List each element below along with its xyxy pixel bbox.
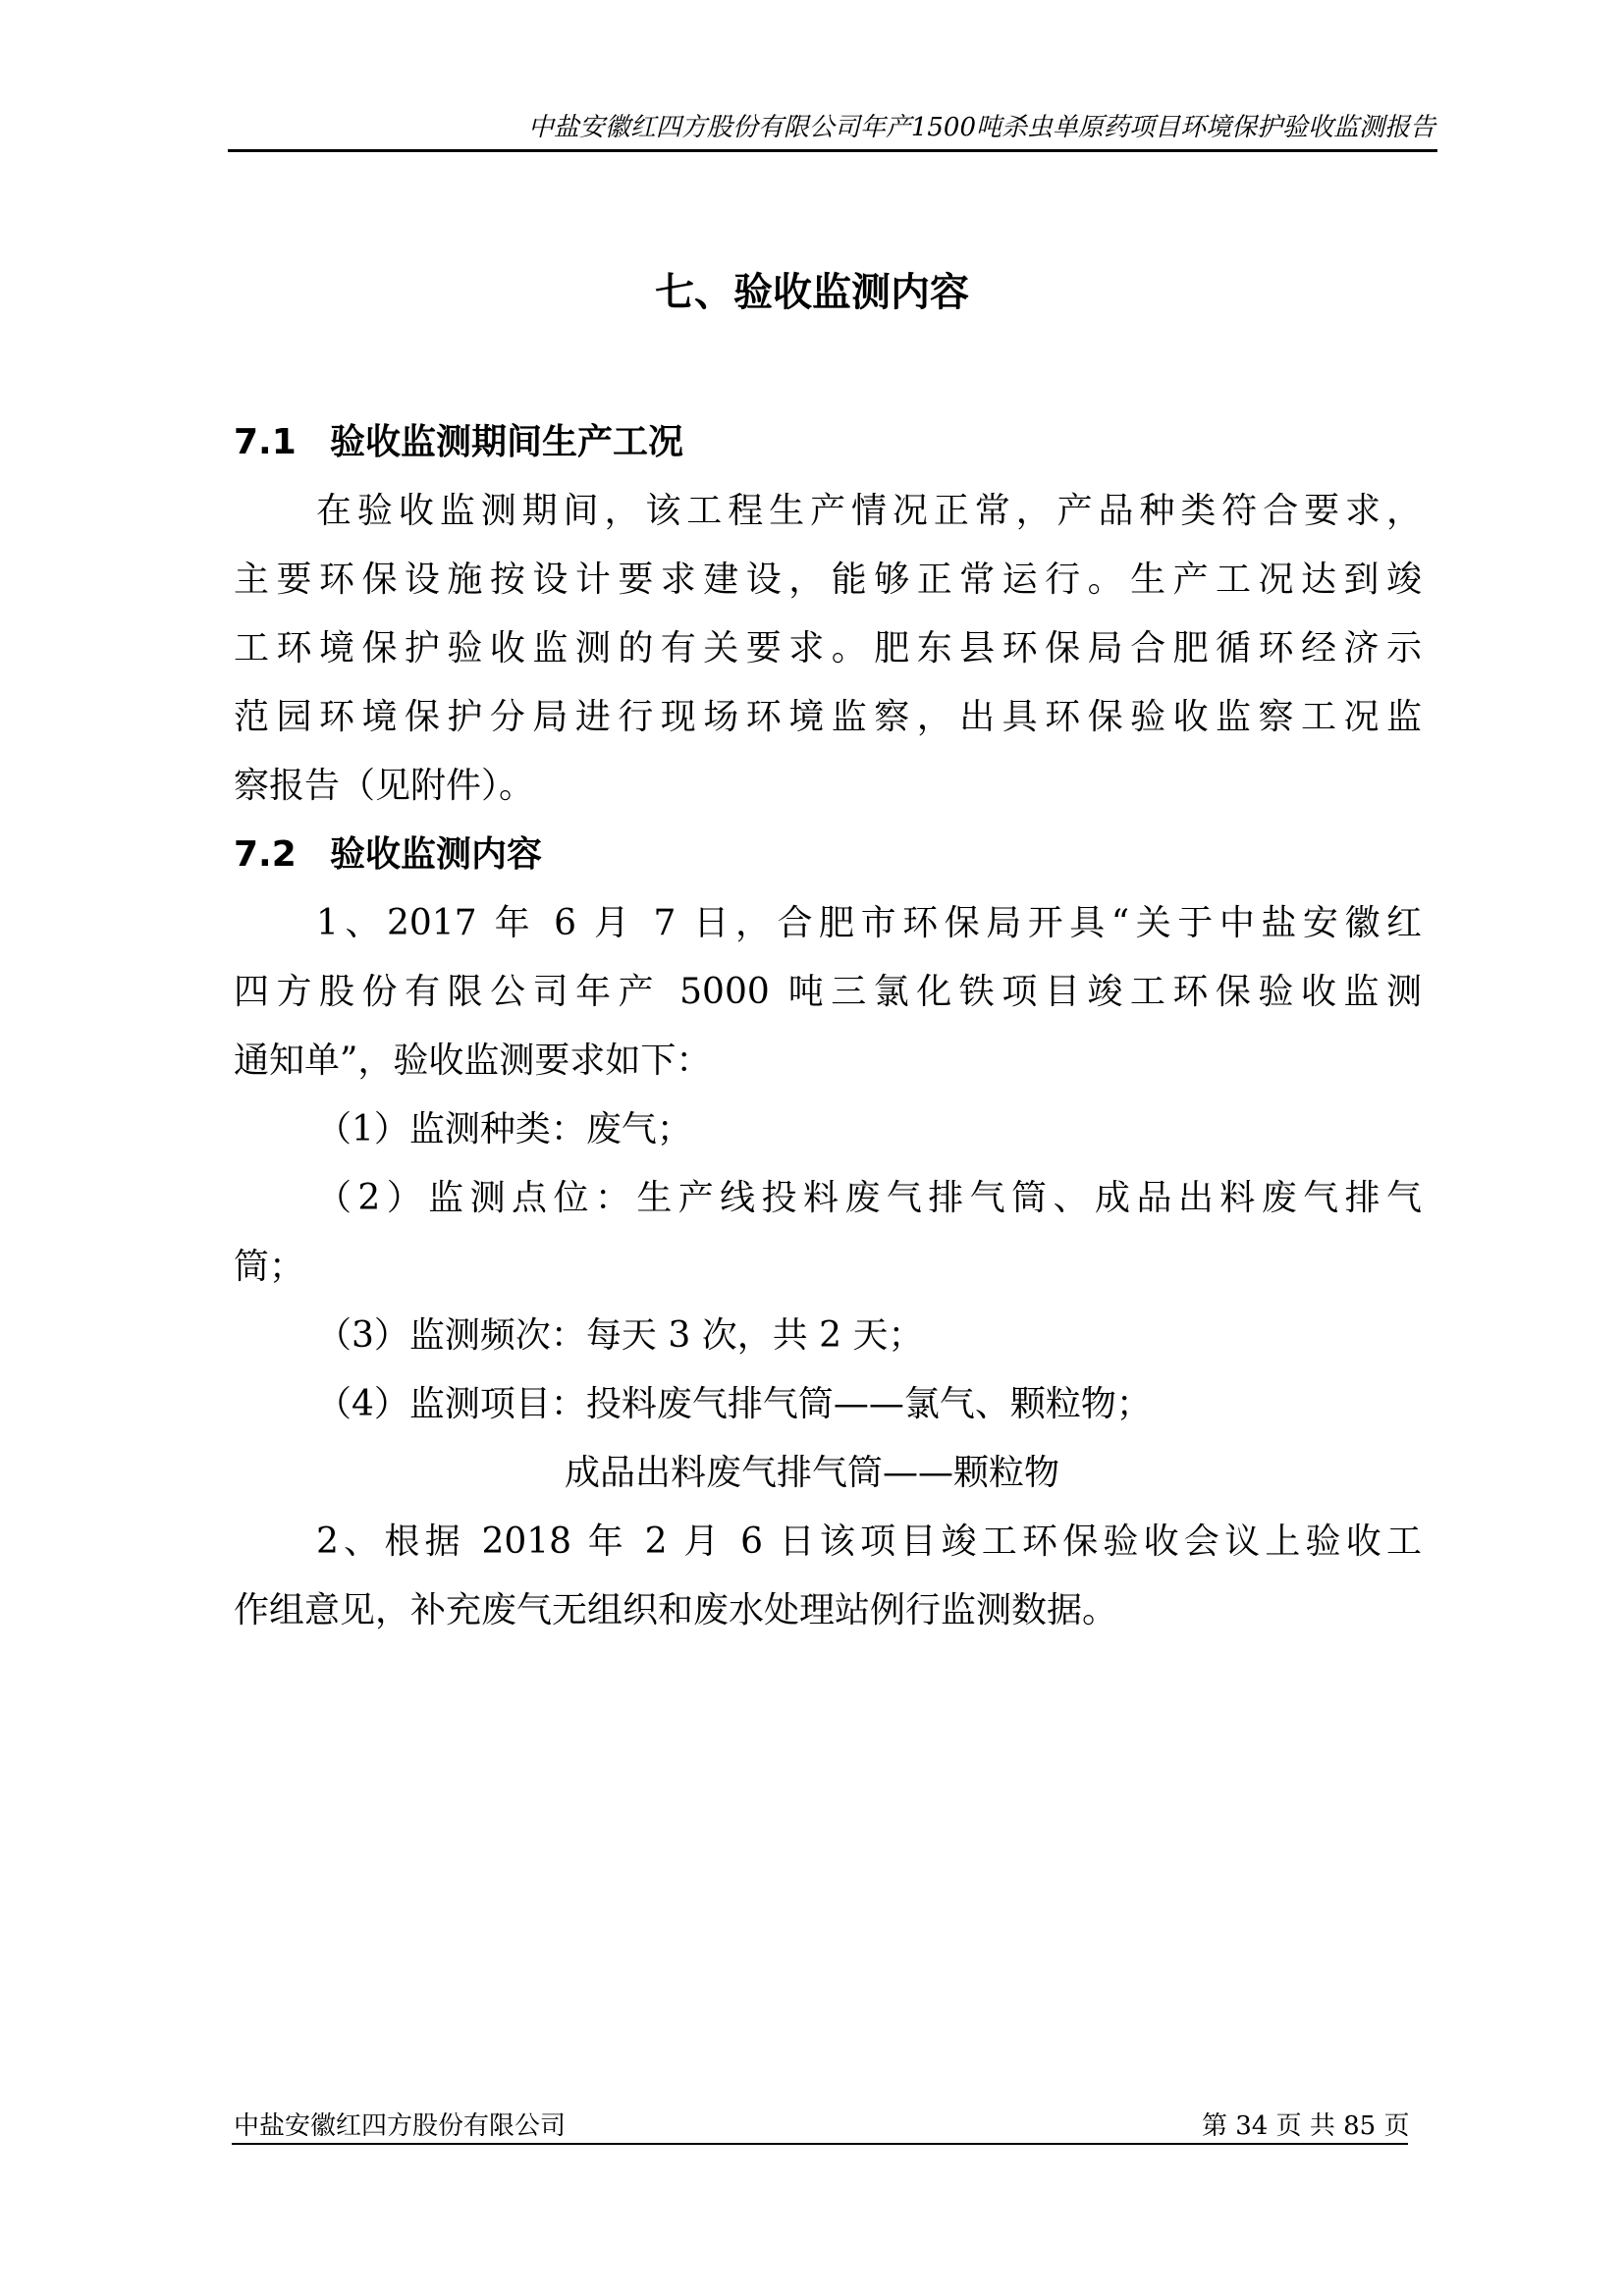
section-heading-7-1 <box>234 418 683 467</box>
section-title: 验收监测期间生产工况 <box>330 422 684 462</box>
paragraph-line: 主要环保设施按设计要求建设，能够正常运行。生产工况达到竣 <box>234 560 1422 600</box>
paragraph-line: 作组意见，补充废气无组织和废水处理站例行监测数据。 <box>234 1590 1118 1630</box>
page-header-title: 中盐安徽红四方股份有限公司年产1500吨杀虫单原药项目环境保护验收监测报告 <box>527 113 1435 142</box>
section-heading-7-2 <box>234 830 542 880</box>
chapter-title: 七、验收监测内容 <box>655 270 969 315</box>
list-item-line: （4）监测项目：投料废气排气筒——氯气、颗粒物； <box>316 1384 1152 1424</box>
paragraph-line: 工环境保护验收监测的有关要求。肥东县环保局合肥循环经济示 <box>234 628 1422 668</box>
paragraph-line: 四方股份有限公司年产 5000 吨三氯化铁项目竣工环保验收监测 <box>234 972 1422 1012</box>
paragraph-line: 范园环境保护分局进行现场环境监察，出具环保验收监察工况监 <box>234 697 1422 737</box>
header-divider <box>228 149 1437 152</box>
list-item-line: 筒； <box>234 1247 305 1287</box>
list-item-line: 成品出料废气排气筒——颗粒物 <box>564 1453 1059 1493</box>
footer-company: 中盐安徽红四方股份有限公司 <box>234 2111 567 2141</box>
paragraph-line: 2、根据 2018 年 2 月 6 日该项目竣工环保验收会议上验收工 <box>316 1522 1422 1562</box>
paragraph-line: 1、2017 年 6 月 7 日，合肥市环保局开具“关于中盐安徽红 <box>316 903 1422 943</box>
paragraph-line: 在验收监测期间，该工程生产情况正常，产品种类符合要求， <box>316 491 1422 531</box>
section-number: 7.2 <box>234 834 297 875</box>
list-item-line: （2）监测点位：生产线投料废气排气筒、成品出料废气排气 <box>316 1178 1422 1218</box>
section-number: 7.1 <box>234 422 297 462</box>
paragraph-line: 通知单”，验收监测要求如下： <box>234 1041 712 1081</box>
list-item-line: （3）监测频次：每天 3 次，共 2 天； <box>316 1315 924 1356</box>
footer-page-number: 第 34 页 共 85 页 <box>1202 2111 1410 2141</box>
footer-divider <box>232 2143 1408 2145</box>
section-title: 验收监测内容 <box>330 834 543 875</box>
list-item-line: （1）监测种类：废气； <box>316 1109 692 1149</box>
paragraph-line: 察报告（见附件）。 <box>234 766 535 806</box>
